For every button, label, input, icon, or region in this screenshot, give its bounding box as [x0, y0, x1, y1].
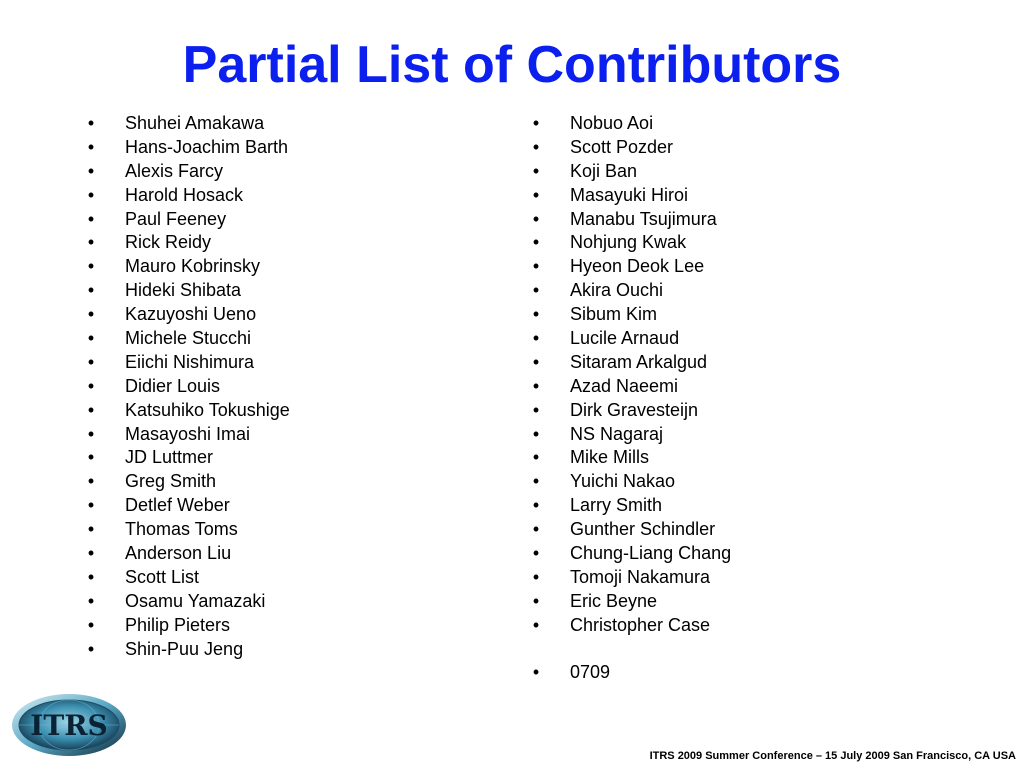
bullet-point: • — [87, 208, 95, 229]
contributor-name: Mauro Kobrinsky — [125, 256, 261, 277]
contributor-name: Manabu Tsujimura — [570, 208, 717, 229]
contributor-name: Alexis Farcy — [125, 160, 224, 181]
contributor-name: Chung-Liang Chang — [570, 543, 732, 564]
contributor-name: Koji Ban — [570, 160, 638, 181]
contributor-name: Christopher Case — [570, 614, 711, 635]
contributor-name: Thomas Toms — [125, 519, 238, 540]
bullet-point: • — [532, 495, 540, 516]
bullet-point: • — [87, 638, 95, 659]
contributor-name: Larry Smith — [570, 495, 663, 516]
bullet-point: • — [87, 399, 95, 420]
contributor-name: Hideki Shibata — [125, 280, 242, 301]
bullet-point: • — [532, 590, 540, 611]
bullet-point: • — [532, 351, 540, 372]
bullet-point: • — [532, 423, 540, 444]
bullet-point: • — [532, 471, 540, 492]
bullet-point: • — [532, 256, 540, 277]
contributor-name: Shin-Puu Jeng — [125, 638, 244, 659]
contributor-name: Paul Feeney — [125, 208, 227, 229]
contributor-name: Greg Smith — [125, 471, 217, 492]
slide-title: Partial List of Contributors — [182, 36, 842, 94]
contributor-name: Eric Beyne — [570, 590, 658, 611]
bullet-point: • — [532, 208, 540, 229]
contributor-name: Scott Pozder — [570, 136, 674, 157]
bullet-point: • — [532, 399, 540, 420]
bullet-point: • — [87, 495, 95, 516]
bullet-point: • — [87, 113, 95, 133]
contributor-name: Harold Hosack — [125, 184, 244, 205]
contributor-name: Dirk Gravesteijn — [570, 399, 699, 420]
contributor-name: Azad Naeemi — [570, 375, 679, 396]
contributor-name: Didier Louis — [125, 375, 221, 396]
bullet-point: • — [532, 184, 540, 205]
extra-item-text: 0709 — [570, 662, 611, 683]
contributor-name: Masayuki Hiroi — [570, 184, 689, 205]
contributor-name: Eiichi Nishimura — [125, 351, 255, 372]
bullet-point: • — [532, 280, 540, 301]
contributor-name: Anderson Liu — [125, 543, 232, 564]
bullet-point: • — [87, 375, 95, 396]
contributor-name: Hans-Joachim Barth — [125, 136, 289, 157]
contributor-name: Scott List — [125, 566, 200, 587]
contributor-name: Nohjung Kwak — [570, 232, 687, 253]
bullet-point: • — [87, 256, 95, 277]
bullet-point: • — [87, 136, 95, 157]
contributor-name: Rick Reidy — [125, 232, 212, 253]
bullet-point: • — [532, 113, 540, 133]
logo-text: ITRS — [30, 709, 108, 742]
contributor-name: Detlef Weber — [125, 495, 230, 516]
contributor-name: Philip Pieters — [125, 614, 231, 635]
bullet-point: • — [87, 614, 95, 635]
contributor-name: Shuhei Amakawa — [125, 113, 265, 133]
bullet-point: • — [87, 232, 95, 253]
contributor-name: Yuichi Nakao — [570, 471, 676, 492]
contributor-name: Sitaram Arkalgud — [570, 351, 708, 372]
bullet-point: • — [532, 614, 540, 635]
contributor-name: Katsuhiko Tokushige — [125, 399, 290, 420]
contributor-name: JD Luttmer — [125, 447, 214, 468]
bullet-point: • — [87, 184, 95, 205]
contributor-name: Lucile Arnaud — [570, 328, 680, 349]
bullet-point: • — [87, 423, 95, 444]
contributor-name: Nobuo Aoi — [570, 113, 654, 133]
bullet-point: • — [532, 662, 540, 683]
bullet-point: • — [87, 280, 95, 301]
bullet-point: • — [532, 232, 540, 253]
contributor-name: Masayoshi Imai — [125, 423, 251, 444]
bullet-point: • — [87, 590, 95, 611]
bullet-point: • — [532, 328, 540, 349]
bullet-point: • — [532, 160, 540, 181]
contributor-name: Kazuyoshi Ueno — [125, 304, 257, 325]
bullet-point: • — [532, 566, 540, 587]
bullet-point: • — [87, 160, 95, 181]
contributor-name: Sibum Kim — [570, 304, 658, 325]
contributor-name: Michele Stucchi — [125, 328, 252, 349]
footer-text: ITRS 2009 Summer Conference – 15 July 2009 San Francisco, CA USA — [649, 750, 1016, 762]
bullet-point: • — [87, 471, 95, 492]
contributor-name: Hyeon Deok Lee — [570, 256, 705, 277]
bullet-point: • — [87, 304, 95, 325]
bullet-point: • — [87, 351, 95, 372]
contributor-name: NS Nagaraj — [570, 423, 664, 444]
bullet-point: • — [532, 447, 540, 468]
contributor-name: Gunther Schindler — [570, 519, 716, 540]
contributor-name: Tomoji Nakamura — [570, 566, 711, 587]
bullet-point: • — [87, 447, 95, 468]
bullet-point: • — [532, 136, 540, 157]
bullet-point: • — [532, 543, 540, 564]
bullet-point: • — [87, 543, 95, 564]
itrs-logo — [10, 692, 128, 758]
contributor-name: Akira Ouchi — [570, 280, 664, 301]
contributor-name: Osamu Yamazaki — [125, 590, 266, 611]
bullet-point: • — [532, 375, 540, 396]
bullet-point: • — [87, 328, 95, 349]
bullet-point: • — [87, 566, 95, 587]
bullet-point: • — [532, 519, 540, 540]
bullet-point: • — [87, 519, 95, 540]
bullet-point: • — [532, 304, 540, 325]
contributor-name: Mike Mills — [570, 447, 649, 468]
